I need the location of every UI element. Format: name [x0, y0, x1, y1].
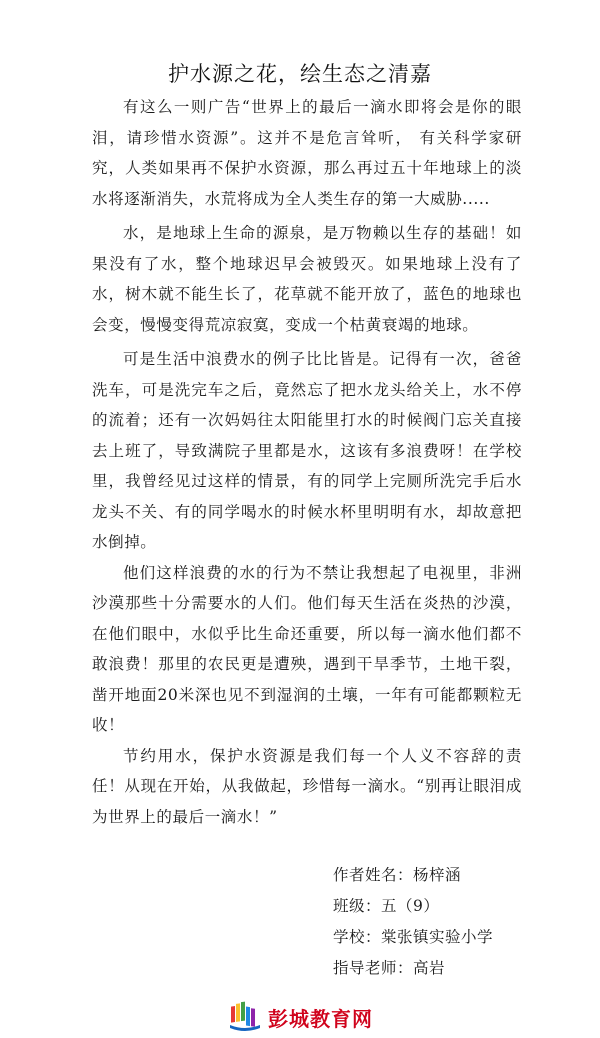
- article-title: 护水源之花，绘生态之清嘉: [168, 62, 432, 86]
- author-school: 学校：棠张镇实验小学: [333, 928, 494, 946]
- article-body: [92, 92, 522, 832]
- paragraph-1: 有这么一则广告“世界上的最后一滴水即将会是你的眼泪，请珍惜水资源”。这并不是危言耸听， 有关科学家研究，人类如果再不保护水资源，那么再过五十年地球上的淡水将逐渐消失，水荒将成为全人类生存的第一大威胁.....: [92, 98, 522, 208]
- paragraph-2: 水，是地球上生命的源泉，是万物赖以生存的基础！如果没有了水，整个地球迟早会被毁灭。如果地球上没有了水，树木就不能生长了，花草就不能开放了，蓝色的地球也会变，慢慢变得荒凉寂寞，变成一个枯黄衰竭的地球。: [92, 224, 522, 334]
- author-name: 作者姓名：杨梓涵: [333, 866, 462, 884]
- author-info: [333, 860, 493, 984]
- paragraph-5: 节约用水，保护水资源是我们每一个人义不容辞的责任！从现在开始，从我做起，珍惜每一滴水。“别再让眼泪成为世界上的最后一滴水！”: [92, 746, 522, 826]
- open-book-icon: [228, 1001, 262, 1033]
- site-logo: [228, 1000, 373, 1034]
- paragraph-4: 他们这样浪费的水的行为不禁让我想起了电视里，非洲沙漠那些十分需要水的人们。他们每天生活在炎热的沙漠，在他们眼中，水似乎比生命还重要，所以每一滴水他们都不敢浪费！那里的农民更是遭殃，遇到干旱季节，土地干裂，凿开地面20米深也见不到湿润的土壤，一年有可能都颗粒无收！: [92, 563, 522, 734]
- paragraph-3: 可是生活中浪费水的例子比比皆是。记得有一次，爸爸洗车，可是洗完车之后，竟然忘了把水龙头给关上，水不停的流着；还有一次妈妈往太阳能里打水的时候阀门忘关直接去上班了，导致满院子里都是水，这该有多浪费呀！在学校里，我曾经见过这样的情景，有的同学上完厕所洗完手后水龙头不关、有的同学喝水的时候水杯里明明有水，却故意把水倒掉。: [92, 350, 522, 551]
- logo-text: 彭城教育网: [268, 1006, 373, 1031]
- author-teacher: 指导老师：高岩: [333, 959, 446, 977]
- author-class: 班级：五（9）: [333, 897, 440, 915]
